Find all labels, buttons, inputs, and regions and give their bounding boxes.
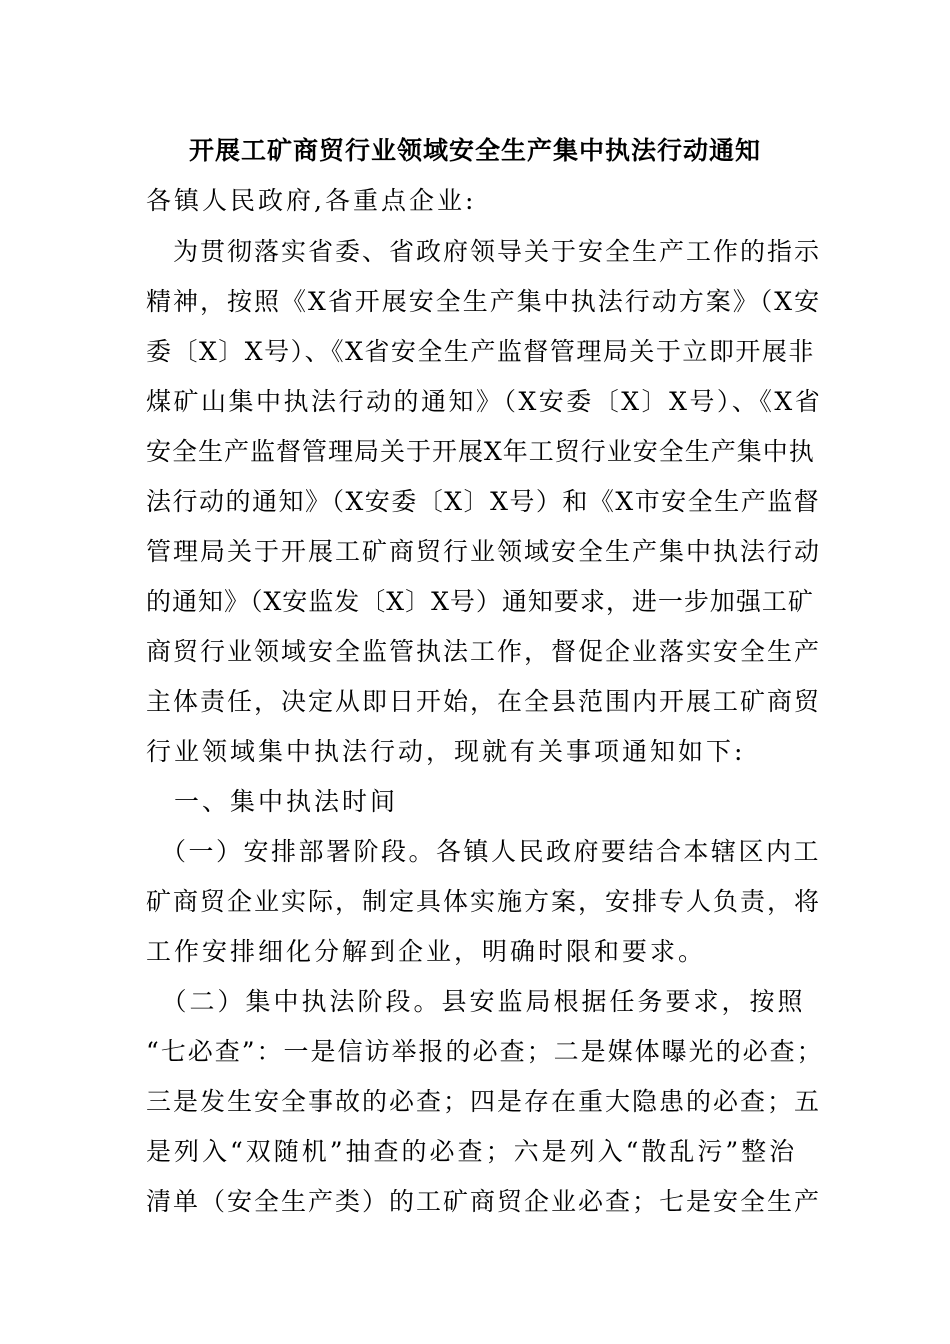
body-line: 精神，按照《X省开展安全生产集中执法行动方案》（X安 xyxy=(146,287,822,316)
salutation-line: 各镇人民政府,各重点企业: xyxy=(146,186,477,215)
body-line: 安全生产监督管理局关于开展X年工贸行业安全生产集中执 xyxy=(146,437,815,466)
body-line: 的通知》（X安监发〔X〕X号）通知要求，进一步加强工矿 xyxy=(146,587,814,616)
body-line: 主体责任，决定从即日开始，在全县范围内开展工矿商贸 xyxy=(146,687,822,716)
section-heading: 一、集中执法时间 xyxy=(146,787,399,816)
body-line: 商贸行业领域安全监管执法工作，督促企业落实安全生产 xyxy=(146,637,822,666)
body-line: 工作安排细化分解到企业，明确时限和要求。 xyxy=(146,937,707,966)
body-line: （一）安排部署阶段。各镇人民政府要结合本辖区内工 xyxy=(146,837,822,866)
body-line: 三是发生安全事故的必查；四是存在重大隐患的必查；五 xyxy=(146,1087,822,1116)
body-line: 行业领域集中执法行动，现就有关事项通知如下: xyxy=(146,737,746,766)
body-line: 矿商贸企业实际，制定具体实施方案，安排专人负责，将 xyxy=(146,887,822,916)
body-line: 管理局关于开展工矿商贸行业领域安全生产集中执法行动 xyxy=(146,537,822,566)
body-line: 为贯彻落实省委、省政府领导关于安全生产工作的指示 xyxy=(146,237,822,266)
body-line: 委〔X〕X号）、《X省安全生产监督管理局关于立即开展非 xyxy=(146,337,815,366)
body-line: “七必查”：一是信访举报的必查；二是媒体曝光的必查； xyxy=(146,1037,824,1066)
body-line: 法行动的通知》（X安委〔X〕X号）和《X市安全生产监督 xyxy=(146,487,821,516)
body-line: 清单（安全生产类）的工矿商贸企业必查；七是安全生产 xyxy=(146,1187,822,1216)
body-line: 煤矿山集中执法行动的通知》（X安委〔X〕X号）、《X省 xyxy=(146,387,823,416)
document-title: 开展工矿商贸行业领域安全生产集中执法行动通知 xyxy=(188,136,761,165)
body-line: （二）集中执法阶段。县安监局根据任务要求，按照 xyxy=(146,987,806,1016)
body-line: 是列入“双随机”抽查的必查；六是列入“散乱污”整治 xyxy=(146,1137,798,1166)
